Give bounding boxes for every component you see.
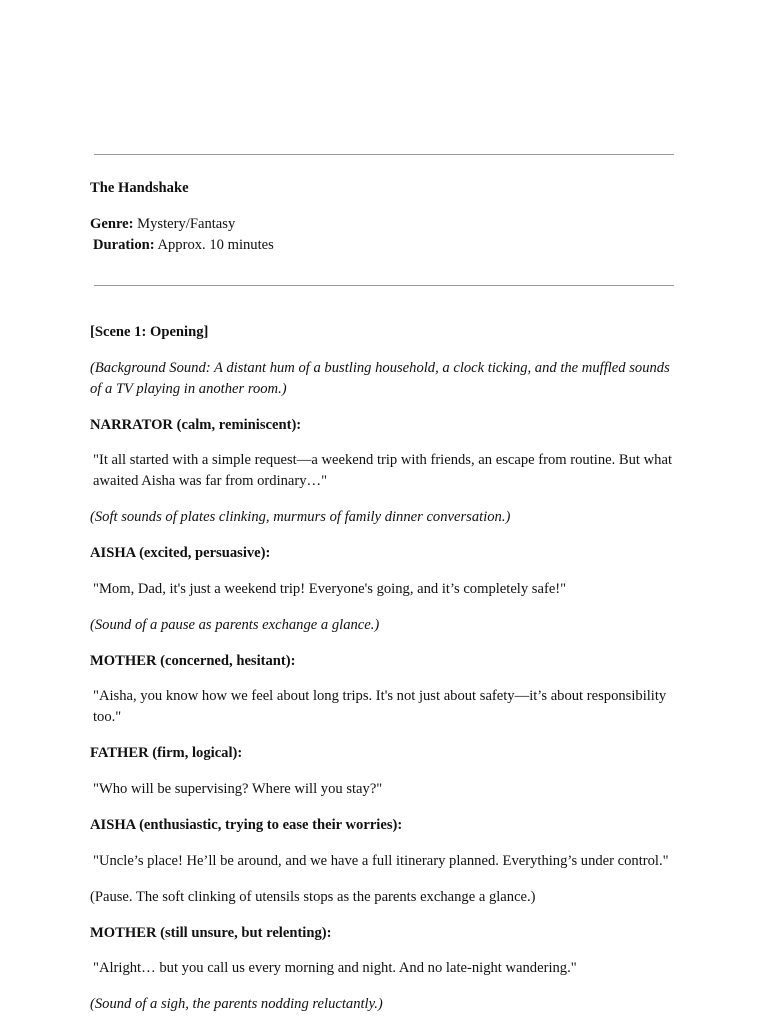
dialogue-block <box>90 651 680 729</box>
duration-label: Duration: <box>93 237 155 253</box>
dialogue-block <box>90 415 680 493</box>
dialogue-block <box>90 923 680 980</box>
stage-direction <box>90 887 680 908</box>
genre-value: Mystery/Fantasy <box>137 216 236 232</box>
narrator-line: "It all started with a simple request—a weekend trip with friends, an escape from routine. But what awaited Aisha was far from ordinary…" <box>93 452 672 490</box>
mother-line: "Aisha, you know how we feel about long trips. It's not just about safety—it’s about responsibility too." <box>93 688 667 726</box>
genre-line <box>90 214 680 235</box>
sound-cue <box>90 994 680 1015</box>
sound-cue <box>90 358 680 400</box>
cue-sigh: (Sound of a sigh, the parents nodding reluctantly.) <box>90 996 383 1013</box>
document-title: The Handshake <box>90 180 189 196</box>
cue-pause: (Sound of a pause as parents exchange a glance.) <box>90 616 380 633</box>
document-header <box>90 178 680 256</box>
aisha-line: "Mom, Dad, it's just a weekend trip! Everyone's going, and it’s completely safe!" <box>93 580 567 597</box>
cue-plates: (Soft sounds of plates clinking, murmurs of family dinner conversation.) <box>90 509 511 526</box>
aisha-line: "Uncle’s place! He’ll be around, and we have a full itinerary planned. Everything’s under control." <box>93 852 669 869</box>
scene-script <box>90 307 680 1030</box>
speaker-narrator: NARRATOR (calm, reminiscent): <box>90 416 302 433</box>
scene-heading-block <box>90 322 680 343</box>
speaker-mother: MOTHER (concerned, hesitant): <box>90 652 296 669</box>
cue-background-sound: (Background Sound: A distant hum of a bustling household, a clock ticking, and the muffled sounds of a TV playing in another room.) <box>90 359 670 397</box>
duration-line <box>90 235 680 256</box>
dialogue-block <box>90 743 680 800</box>
mother-line: "Alright… but you call us every morning and night. And no late-night wandering." <box>93 960 577 977</box>
sound-cue <box>90 615 680 636</box>
scene-heading: [Scene 1: Opening] <box>90 323 209 340</box>
speaker-aisha: AISHA (enthusiastic, trying to ease their worries): <box>90 816 403 833</box>
section-divider <box>94 285 674 286</box>
top-divider <box>94 154 674 155</box>
genre-label: Genre: <box>90 216 134 232</box>
dialogue-block <box>90 543 680 600</box>
speaker-aisha: AISHA (excited, persuasive): <box>90 545 271 562</box>
duration-value: Approx. 10 minutes <box>157 237 274 253</box>
father-line: "Who will be supervising? Where will you stay?" <box>93 780 383 797</box>
dialogue-block <box>90 815 680 872</box>
speaker-father: FATHER (firm, logical): <box>90 745 243 762</box>
speaker-mother: MOTHER (still unsure, but relenting): <box>90 924 332 941</box>
cue-utensils: (Pause. The soft clinking of utensils stops as the parents exchange a glance.) <box>90 888 536 905</box>
sound-cue <box>90 507 680 528</box>
